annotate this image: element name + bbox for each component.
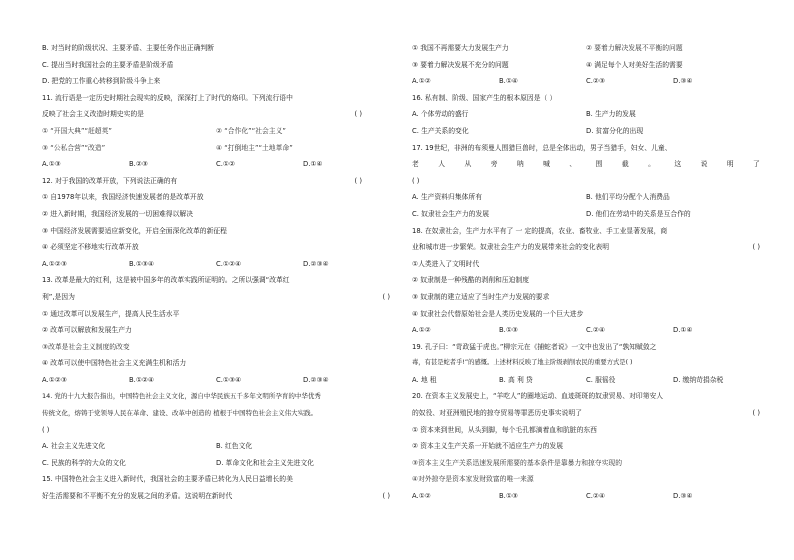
q20-choice-c: C.②④ <box>586 492 606 501</box>
q15-statement-3: ③ 要着力解决发展不充分的问题 <box>412 60 509 69</box>
q18-stem-cont <box>412 239 760 256</box>
q14-choices-row1 <box>42 438 390 455</box>
q15-choice-b: B.①④ <box>499 77 519 86</box>
q17-choices-row1 <box>412 189 760 206</box>
q11-statement-1: ① “开国大典”“赶超英” <box>42 126 112 135</box>
q19-choice-b: B. 高 利 贷 <box>499 375 533 384</box>
q19-choice-c: C. 服徭役 <box>586 375 616 384</box>
q12-choice-d: D.②③④ <box>303 259 329 268</box>
q20-choices <box>412 488 760 505</box>
q15-stem: 15. 中国特色社会主义进入新时代，我国社会的主要矛盾已转化为人民日益增长的美 <box>42 475 293 484</box>
q17-char: 呐 <box>516 160 524 169</box>
q15-stem-cont <box>42 488 390 505</box>
q20-answer-blank: ( ) <box>752 409 760 418</box>
q18-statement-3: ③ 奴隶制的建立适应了当时生产力发展的要求 <box>412 292 550 301</box>
q11-statement-2: ② “合作化”“社会主义” <box>216 126 286 135</box>
q17-char: 喊 <box>543 160 550 169</box>
q17-char: 老 <box>412 160 419 169</box>
q15-statement-1: ① 我国不再需要大力发展生产力 <box>412 44 509 52</box>
q19-stem: 19. 孔子曰：“苛政猛于虎也。”柳宗元在《捕蛇者说》一文中也发出了“孰知赋敛之 <box>412 342 657 351</box>
q17-answer-blank: ( ) <box>412 176 420 185</box>
q13-stem-text: 利”,是因为 <box>42 292 75 301</box>
q15-choice-a: A.①② <box>412 77 431 86</box>
q14-stem-cont: 传统文化，熔铸于党领导人民在革命、建设、改革中创造的 植根于中国特色社会主义伟大实践。 <box>42 409 318 418</box>
q17-choice-c: C. 奴隶社会生产力的发展 <box>412 209 490 218</box>
q12-choice-c: C.①②④ <box>216 259 242 268</box>
q18-statement-4: ④ 奴隶社会代替原始社会是人类历史发展的一个巨大进步 <box>412 309 584 318</box>
q20-stem-cont <box>412 405 760 422</box>
q15-statements-row1 <box>412 40 760 57</box>
q12-answer-blank: ( ) <box>354 176 362 185</box>
q13-statement-4: ④ 改革可以使中国特色社会主义充满生机和活力 <box>42 359 187 368</box>
q18-answer-blank: ( ) <box>752 243 760 252</box>
q16-choices-row1 <box>412 106 760 123</box>
q17-stem: 17. 19世纪，非洲的布须曼人围猎巨兽时，总是全体出动，男子当猎手，妇女、儿童、 <box>412 143 672 152</box>
q17-char: 、 <box>569 160 577 169</box>
q15-statement-4: ④ 满足每个人对美好生活的需要 <box>586 60 683 69</box>
q13-statement-3: ③改革是社会主义制度的改变 <box>42 342 130 351</box>
right-column <box>412 40 760 505</box>
q11-stem: 11. 流行语是一定历史时期社会现实的反映，深深打上了时代的烙印。下列流行语中 <box>42 93 293 102</box>
q12-statement-4: ④ 必须坚定不移地实行改革开放 <box>42 243 139 252</box>
q15-choices <box>412 73 760 90</box>
q11-statement-3: ③ “公私合营”“改造” <box>42 143 106 152</box>
q12-stem-text: 12. 对于我国的改革开放，下列说法正确的有 <box>42 176 178 185</box>
q13-choice-d: D.②③④ <box>303 375 329 384</box>
q11-statements-row2 <box>42 140 390 157</box>
q14-choice-b: B. 红色文化 <box>216 442 253 451</box>
q18-choice-b: B.①③ <box>499 326 519 335</box>
q18-choice-a: A.①② <box>412 326 431 335</box>
q17-stem-cont <box>412 156 760 173</box>
q20-choice-a: A.①② <box>412 492 431 501</box>
q17-char: 截 <box>621 160 629 169</box>
q14-choice-d: D. 革命文化和社会主义先进文化 <box>216 458 314 467</box>
q18-stem: 18. 在奴隶社会，生产力水平有了 一 定的提高，农业、畜牧业、手工业显著发展，商 <box>412 226 668 235</box>
q15-choice-d: D.③④ <box>673 77 693 86</box>
q13-stem-cont <box>42 289 390 306</box>
q18-statement-1: ①人类进入了文明时代 <box>412 259 480 268</box>
q13-answer-blank: ( ) <box>382 292 390 301</box>
q11-stem-text: 反映了社会主义改造时期史实的是 <box>42 110 144 119</box>
q11-choice-b: B.②③ <box>129 160 149 169</box>
q12-statement-2: ② 进入新时期，我国经济发展的一切困难得以解决 <box>42 209 193 218</box>
q14-answer-blank: ( ) <box>42 425 50 434</box>
q20-statement-4: ④对外掠夺是资本家发财致富的唯一来源 <box>412 475 534 484</box>
q12-choices <box>42 256 390 273</box>
q12-choice-a: A.①②③ <box>42 259 67 268</box>
q16-stem: 16. 私有制、阶级、国家产生的根本原因是（ ） <box>412 93 557 102</box>
q18-choices <box>412 322 760 339</box>
q19-choices <box>412 372 760 389</box>
q18-choice-d: D.①④ <box>673 326 693 335</box>
q17-choices-row2 <box>412 206 760 223</box>
q20-choice-b: B.①③ <box>499 492 519 501</box>
q11-choice-d: D.①④ <box>303 160 323 169</box>
q12-choice-b: B.①③④ <box>129 259 155 268</box>
q13-stem: 13. 改革是最大的红利，这是被中国多年的改革实践所证明的。之所以强调“改革红 <box>42 276 290 285</box>
q14-choice-a: A. 社会主义先进文化 <box>42 442 106 451</box>
q15-stem-text: 好生活需要和不平衡不充分的发展之间的矛盾。这说明在新时代 <box>42 492 233 501</box>
q17-char: 从 <box>464 160 472 169</box>
q17-choice-b: B. 他们平均分配个人消费品 <box>586 193 670 202</box>
q15-choice-c: C.②③ <box>586 77 606 86</box>
q14-choices-row2 <box>42 455 390 472</box>
q15-statement-2: ② 要着力解决发展不平衡的问题 <box>586 44 683 52</box>
q13-choice-a: A.①②③ <box>42 375 67 384</box>
q11-statement-4: ④ “打倒地主”“土地革命” <box>216 143 293 152</box>
q17-char: 说 <box>700 160 708 169</box>
q13-statement-1: ① 通过改革可以发展生产，提高人民生活水平 <box>42 309 180 318</box>
q17-char: 人 <box>438 160 446 169</box>
q13-choice-b: B.①②④ <box>129 375 155 384</box>
q10-option-d: D. 把党的工作重心转移到阶级斗争上来 <box>42 77 161 86</box>
q17-choice-d: D. 他们在劳动中的关系是互合作的 <box>586 209 691 218</box>
q19-stem-cont: 毒，有甚是蛇者乎!”的感慨。上述材料反映了地主阶级剥削农民的重要方式是( ) <box>412 359 633 367</box>
q17-char: 。 <box>648 160 655 169</box>
left-column <box>42 40 390 505</box>
q11-stem-cont <box>42 106 390 123</box>
q17-char: 明 <box>726 160 734 169</box>
q20-statement-2: ② 资本主义生产关系一开始就不适应生产力的发展 <box>412 442 563 451</box>
q20-stem-text: 的奴役、对亚洲殖民地的掠夺贸易等罪恶历史事实说明了 <box>412 409 582 418</box>
q20-stem: 20. 在资本主义发展史上，“羊吃人”的圈地运动、血迹斑斑的奴隶贸易、对印第安人 <box>412 392 664 401</box>
q14-stem: 14. 党的十九大报告指出，中国特色社会主义文化，源自中华民族五千多年文明所孕育的中华优秀 <box>42 392 321 401</box>
q13-choices <box>42 372 390 389</box>
q16-choice-c: C. 生产关系的变化 <box>412 126 469 135</box>
q17-char: 这 <box>674 160 682 169</box>
q13-statement-2: ② 改革可以解放和发展生产力 <box>42 326 132 335</box>
q16-choice-b: B. 生产力的发展 <box>586 110 636 119</box>
q17-char: 了 <box>753 160 760 169</box>
q18-stem-text: 业和城市进一步繁荣。奴隶社会生产力的发展带来社会的变化表明 <box>412 243 610 252</box>
q10-option-c: C. 提出当时我国社会的主要矛盾是阶级矛盾 <box>42 60 174 69</box>
q12-statement-3: ③ 中国经济发展需要适应新变化，开启全面深化改革的新征程 <box>42 226 227 235</box>
q11-statements-row1 <box>42 123 390 140</box>
q12-stem <box>42 173 390 190</box>
q14-choice-c: C. 民族的科学的大众的文化 <box>42 458 126 467</box>
q16-choices-row2 <box>412 123 760 140</box>
q17-char: 旁 <box>490 160 498 169</box>
q15-statements-row2 <box>412 57 760 74</box>
q10-option-b: B. 对当时的阶级状况、主要矛盾、主要任务作出正确判断 <box>42 44 215 52</box>
q12-statement-1: ① 自1978年以来，我国经济快速发展者的是改革开放 <box>42 193 204 202</box>
q20-statement-3: ③资本主义生产关系迅速发展所需要的基本条件是靠暴力和掠夺实现的 <box>412 458 622 467</box>
q16-choice-a: A. 个体劳动的盛行 <box>412 110 469 119</box>
q11-choice-a: A.①③ <box>42 160 61 169</box>
q18-choice-c: C.②④ <box>586 326 606 335</box>
q19-choice-a: A. 地 租 <box>412 375 437 384</box>
q11-answer-blank: ( ) <box>354 110 362 119</box>
q11-choices <box>42 156 390 173</box>
q13-choice-c: C.①③④ <box>216 375 242 384</box>
q11-choice-c: C.①② <box>216 160 236 169</box>
q17-char: 围 <box>595 160 603 169</box>
q16-choice-d: D. 贫富分化的出现 <box>586 126 644 135</box>
q15-answer-blank: ( ) <box>382 492 390 501</box>
q20-choice-d: D.③④ <box>673 492 693 501</box>
q20-statement-1: ① 资本来到世间，从头到脚，每个毛孔都滴着血和肮脏的东西 <box>412 425 597 434</box>
q18-statement-2: ② 奴隶制是一种残酷的剥削和压迫制度 <box>412 276 530 285</box>
q17-choice-a: A. 生产资料归集体所有 <box>412 193 483 202</box>
q19-choice-d: D. 缴纳苛捐杂税 <box>673 375 724 384</box>
